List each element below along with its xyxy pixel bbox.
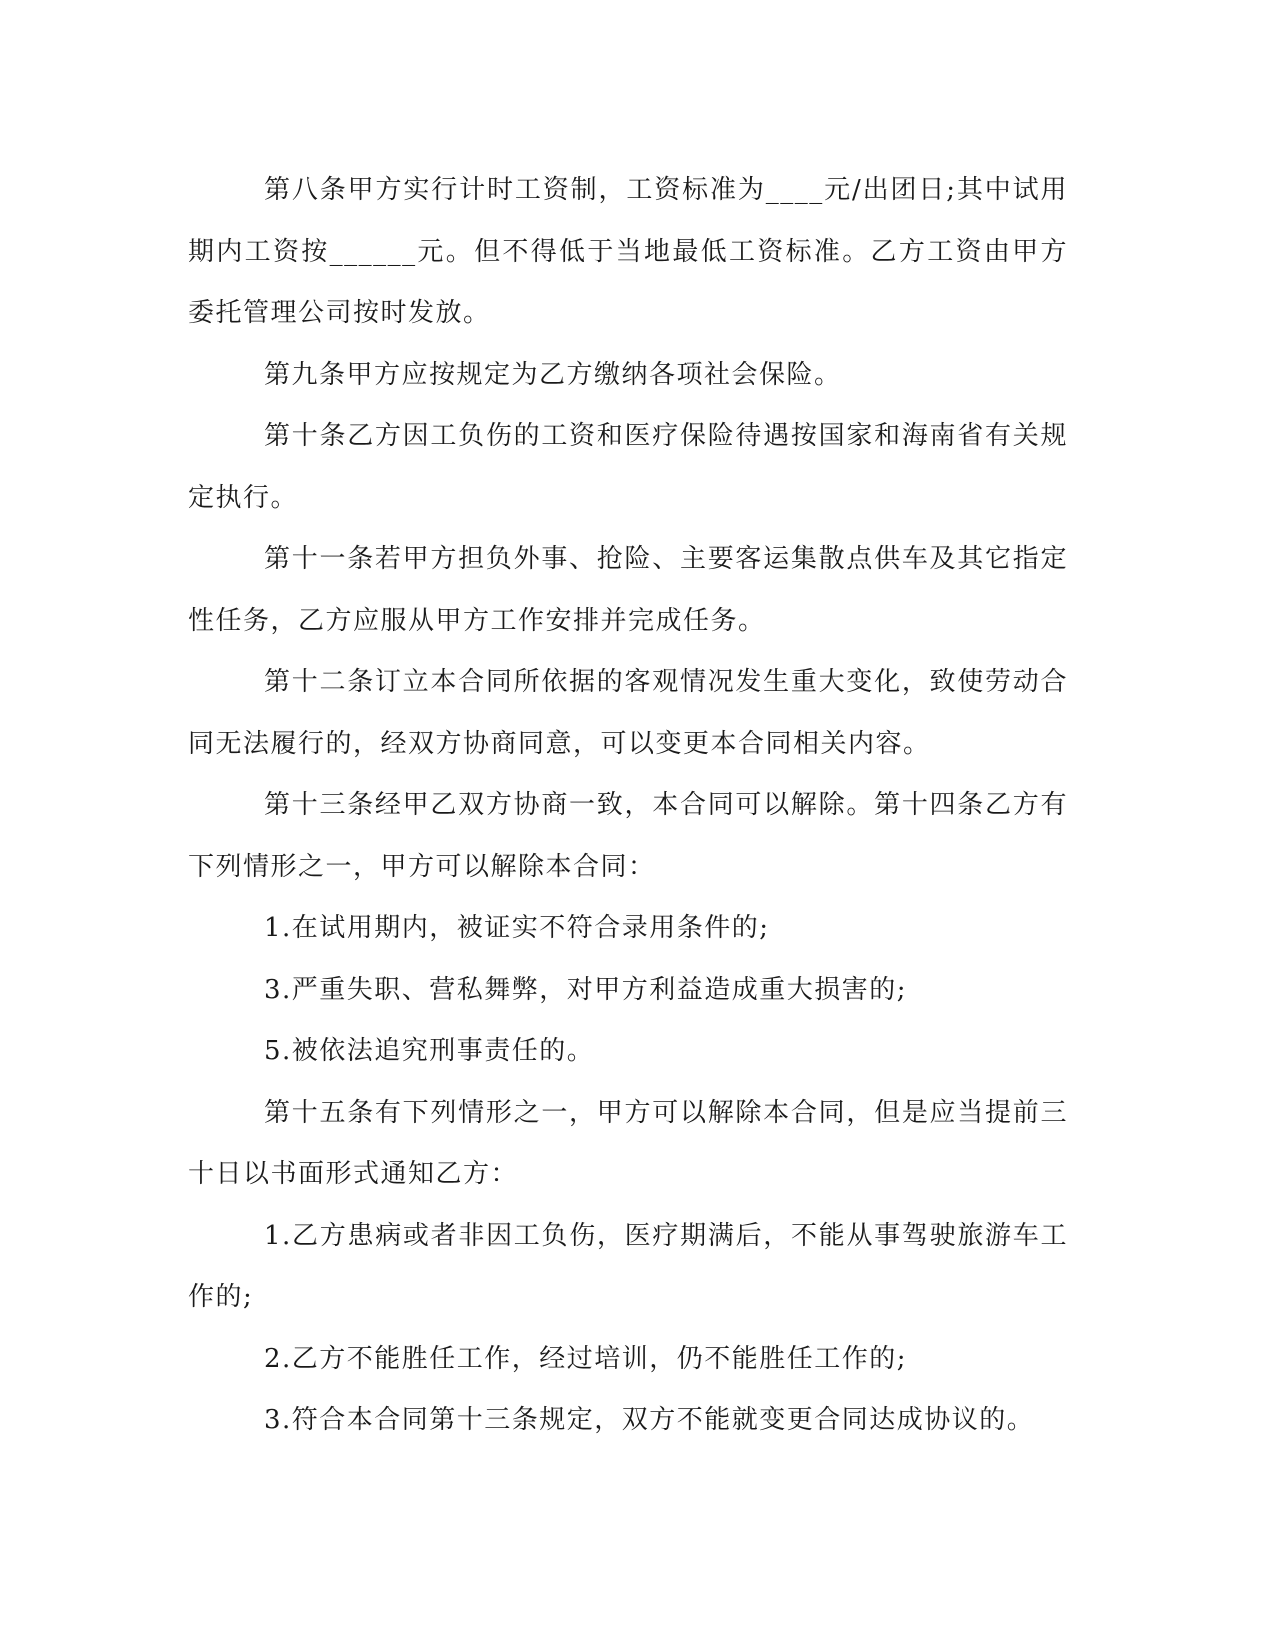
- article-10-paragraph: 第十条乙方因工负伤的工资和医疗保险待遇按国家和海南省有关规定执行。: [188, 421, 1068, 513]
- article-15-item-3: 3.符合本合同第十三条规定，双方不能就变更合同达成协议的。: [264, 1405, 1035, 1435]
- contract-body: [188, 160, 1068, 1452]
- article-15-item-2: 2.乙方不能胜任工作，经过培训，仍不能胜任工作的;: [264, 1343, 908, 1374]
- article-14-item-3: 3.严重失职、营私舞弊，对甲方利益造成重大损害的;: [264, 974, 908, 1005]
- article-13-14-paragraph: 第十三条经甲乙双方协商一致，本合同可以解除。第十四条乙方有下列情形之一，甲方可以解除本合同：: [188, 790, 1068, 882]
- article-14-item-1: 1.在试用期内，被证实不符合录用条件的;: [264, 913, 770, 943]
- article-15-item-1: 1.乙方患病或者非因工负伤，医疗期满后，不能从事驾驶旅游车工作的;: [188, 1220, 1068, 1312]
- article-11-paragraph: 第十一条若甲方担负外事、抢险、主要客运集散点供车及其它指定性任务，乙方应服从甲方工作安排并完成任务。: [188, 544, 1068, 636]
- article-9-paragraph: 第九条甲方应按规定为乙方缴纳各项社会保险。: [264, 359, 842, 390]
- article-12-paragraph: 第十二条订立本合同所依据的客观情况发生重大变化，致使劳动合同无法履行的，经双方协商同意，可以变更本合同相关内容。: [188, 667, 1068, 759]
- article-8-paragraph: 第八条甲方实行计时工资制，工资标准为____元/出团日;其中试用期内工资按______元。但不得低于当地最低工资标准。乙方工资由甲方委托管理公司按时发放。: [188, 175, 1068, 328]
- article-14-item-5: 5.被依法追究刑事责任的。: [264, 1036, 595, 1066]
- article-15-paragraph: 第十五条有下列情形之一，甲方可以解除本合同，但是应当提前三十日以书面形式通知乙方：: [188, 1097, 1068, 1189]
